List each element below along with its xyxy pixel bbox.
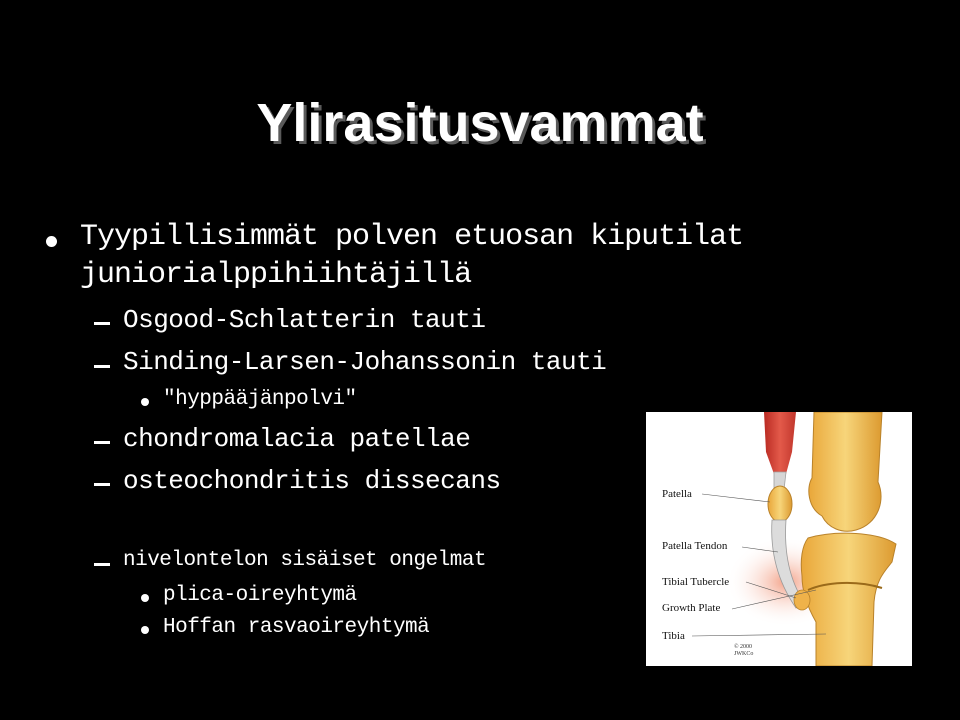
knee-anatomy-illustration bbox=[646, 412, 912, 666]
bullet-dot-plica bbox=[141, 594, 149, 602]
bullet-dot-hyppaa bbox=[141, 398, 149, 406]
label-tibial-tubercle: Tibial Tubercle bbox=[662, 576, 730, 588]
label-patella-tendon: Patella Tendon bbox=[662, 540, 728, 552]
dash-sinding bbox=[94, 365, 110, 368]
sub-sub-bullet-hyppaa: "hyppääjänpolvi" bbox=[163, 388, 357, 411]
sub-bullet-nivel: nivelontelon sisäiset ongelmat bbox=[123, 549, 487, 572]
label-growth-plate: Growth Plate bbox=[662, 602, 721, 614]
illustration-signature: © 2000 JWKCo bbox=[734, 644, 754, 657]
sub-bullet-chondro: chondromalacia patellae bbox=[123, 424, 471, 454]
quadriceps-muscle bbox=[764, 412, 796, 474]
dash-osgood bbox=[94, 322, 110, 325]
pointer-tibia bbox=[692, 634, 826, 636]
label-patella: Patella bbox=[662, 488, 692, 500]
pointer-patella bbox=[702, 494, 770, 502]
bullet-dot-main bbox=[46, 236, 57, 247]
bullet-main-continued: juniorialppihiihtäjillä bbox=[80, 258, 472, 292]
bullet-main: Tyypillisimmät polven etuosan kiputilat bbox=[80, 220, 744, 254]
knee-drawing bbox=[646, 412, 912, 666]
dash-chondro bbox=[94, 441, 110, 444]
femur-bone bbox=[809, 412, 882, 531]
dash-osteo bbox=[94, 483, 110, 486]
sub-sub-bullet-plica: plica-oireyhtymä bbox=[163, 584, 357, 607]
patella-bone bbox=[768, 486, 792, 522]
dash-nivel bbox=[94, 563, 110, 566]
sub-bullet-osteo: osteochondritis dissecans bbox=[123, 466, 501, 496]
sub-sub-bullet-hoffan: Hoffan rasvaoireyhtymä bbox=[163, 616, 430, 639]
sub-bullet-osgood: Osgood-Schlatterin tauti bbox=[123, 305, 486, 335]
label-tibia: Tibia bbox=[662, 630, 685, 642]
tibia-bone bbox=[801, 533, 896, 666]
bullet-dot-hoffan bbox=[141, 626, 149, 634]
sub-bullet-sinding: Sinding-Larsen-Johanssonin tauti bbox=[123, 347, 607, 377]
slide-title: Ylirasitusvammat bbox=[256, 93, 704, 153]
